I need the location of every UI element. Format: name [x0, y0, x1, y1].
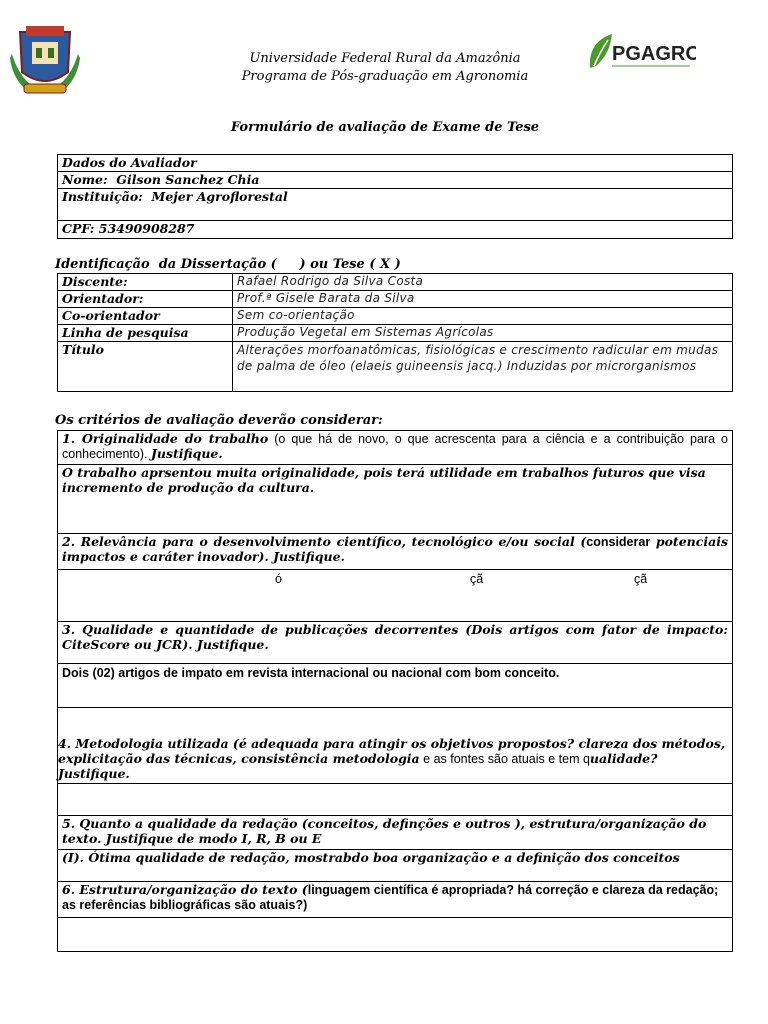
criterion-4-mid: e as fontes são atuais e tem q [419, 752, 590, 766]
criterion-5-question: 5. Quanto a qualidade da redação (conceitos, definções e outros ), estrutura/organização do texto. Justifique de modo I, R, B ou E [58, 816, 733, 850]
criterion-6-question [58, 882, 733, 918]
evaluator-name-row [58, 172, 733, 189]
institution-value: Mejer Agroflorestal [151, 189, 288, 204]
criterion-1-answer: O trabalho aprsentou muita originalidade, pois terá utilidade em trabalhos futuros que visa incremento de produção da cultura. [58, 465, 733, 534]
criterion-4-title: 4. Metodologia utilizada (é adequada para atingir os objetivos propostos? clareza dos métodos, explicitação das técnicas, consistência metodologia [58, 736, 726, 766]
criterion-2-title: 2. Relevância para o desenvolvimento científico, tecnológico e/ou social ( [62, 534, 587, 549]
criterion-1-question [58, 431, 733, 465]
student-label: Discente: [58, 274, 233, 291]
identification-label: Identificação da Dissertação ( ) ou Tese ( X ) [55, 257, 401, 272]
criterion-1-title: 1. Originalidade do trabalho [62, 431, 269, 446]
criterion-6-answer [58, 918, 733, 952]
document-header [150, 50, 620, 86]
criterion-3-answer: Dois (02) artigos de impato em revista internacional ou nacional com bom conceito. [58, 664, 733, 708]
title-value: Alterações morfoanatômicas, fisiológicas e crescimento radicular em mudas de palma de óleo (elaeis guineensis jacq.) Induzidas por microrganismos [233, 342, 733, 392]
evaluator-table [57, 154, 733, 239]
criterion-6-title: 6. Estrutura/organização do texto ( [62, 882, 308, 897]
university-crest-logo [10, 24, 80, 96]
name-value: Gilson Sanchez Chia [116, 172, 260, 187]
evaluator-cpf-row [58, 221, 733, 239]
university-name: Universidade Federal Rural da Amazônia [249, 51, 521, 66]
form-title: Formulário de avaliação de Exame de Tese [230, 120, 540, 135]
evaluator-section-title: Dados do Avaliador [58, 155, 733, 172]
criterion-4-answer [58, 784, 733, 816]
title-label: Título [58, 342, 233, 392]
criteria-table [57, 430, 733, 952]
criterion-2-consider: considerar [586, 535, 651, 549]
evaluator-institution-row [58, 189, 733, 221]
cpf-label: CPF: [62, 221, 95, 236]
criterion-3-question: 3. Qualidade e quantidade de publicações decorrentes (Dois artigos com fator de impacto: CiteScore ou JCR). Justifique. [58, 622, 733, 664]
student-value: Rafael Rodrigo da Silva Costa [233, 274, 733, 291]
criterion-2-answer-char-3: çã [634, 572, 648, 586]
criterion-2-answer-char-2: çã [470, 572, 484, 586]
coadvisor-label: Co-orientador [58, 308, 233, 325]
criterion-2-answer [58, 570, 733, 622]
coadvisor-value: Sem co-orientação [233, 308, 733, 325]
criterion-5-answer: (I). Ótima qualidade de redação, mostrabdo boa organização e a definição dos conceitos [58, 850, 733, 882]
criterion-1-justify: Justifique. [150, 446, 223, 461]
pgagro-logo [586, 32, 696, 72]
criterion-1-desc: (o que há de novo, o que acrescenta para a ciência e a contribuição para o conhecimento). [62, 432, 729, 461]
criterion-2-answer-char-1: ó [275, 572, 282, 586]
program-name: Programa de Pós-graduação em Agronomia [241, 69, 529, 84]
criterion-2-rest: potenciais impactos e caráter inovador). Justifique. [62, 534, 728, 564]
research-line-label: Linha de pesquisa [58, 325, 233, 342]
criteria-label: Os critérios de avaliação deverão considerar: [55, 413, 383, 428]
institution-label: Instituição: [62, 189, 143, 204]
name-label: Nome: [62, 172, 108, 187]
pgagro-logo-text: PGAGRO [612, 43, 696, 65]
criterion-2-question [58, 534, 733, 570]
identification-table [57, 273, 733, 392]
advisor-label: Orientador: [58, 291, 233, 308]
criterion-6-rest: linguagem científica é apropriada? há correção e clareza da redação; as referências bibliográficas são atuais?) [62, 883, 719, 912]
advisor-value: Prof.ª Gisele Barata da Silva [233, 291, 733, 308]
criterion-4-end: ualidade? Justifique. [58, 751, 658, 781]
criterion-4-question [58, 708, 733, 784]
research-line-value: Produção Vegetal em Sistemas Agrícolas [233, 325, 733, 342]
cpf-value: 53490908287 [98, 221, 195, 236]
